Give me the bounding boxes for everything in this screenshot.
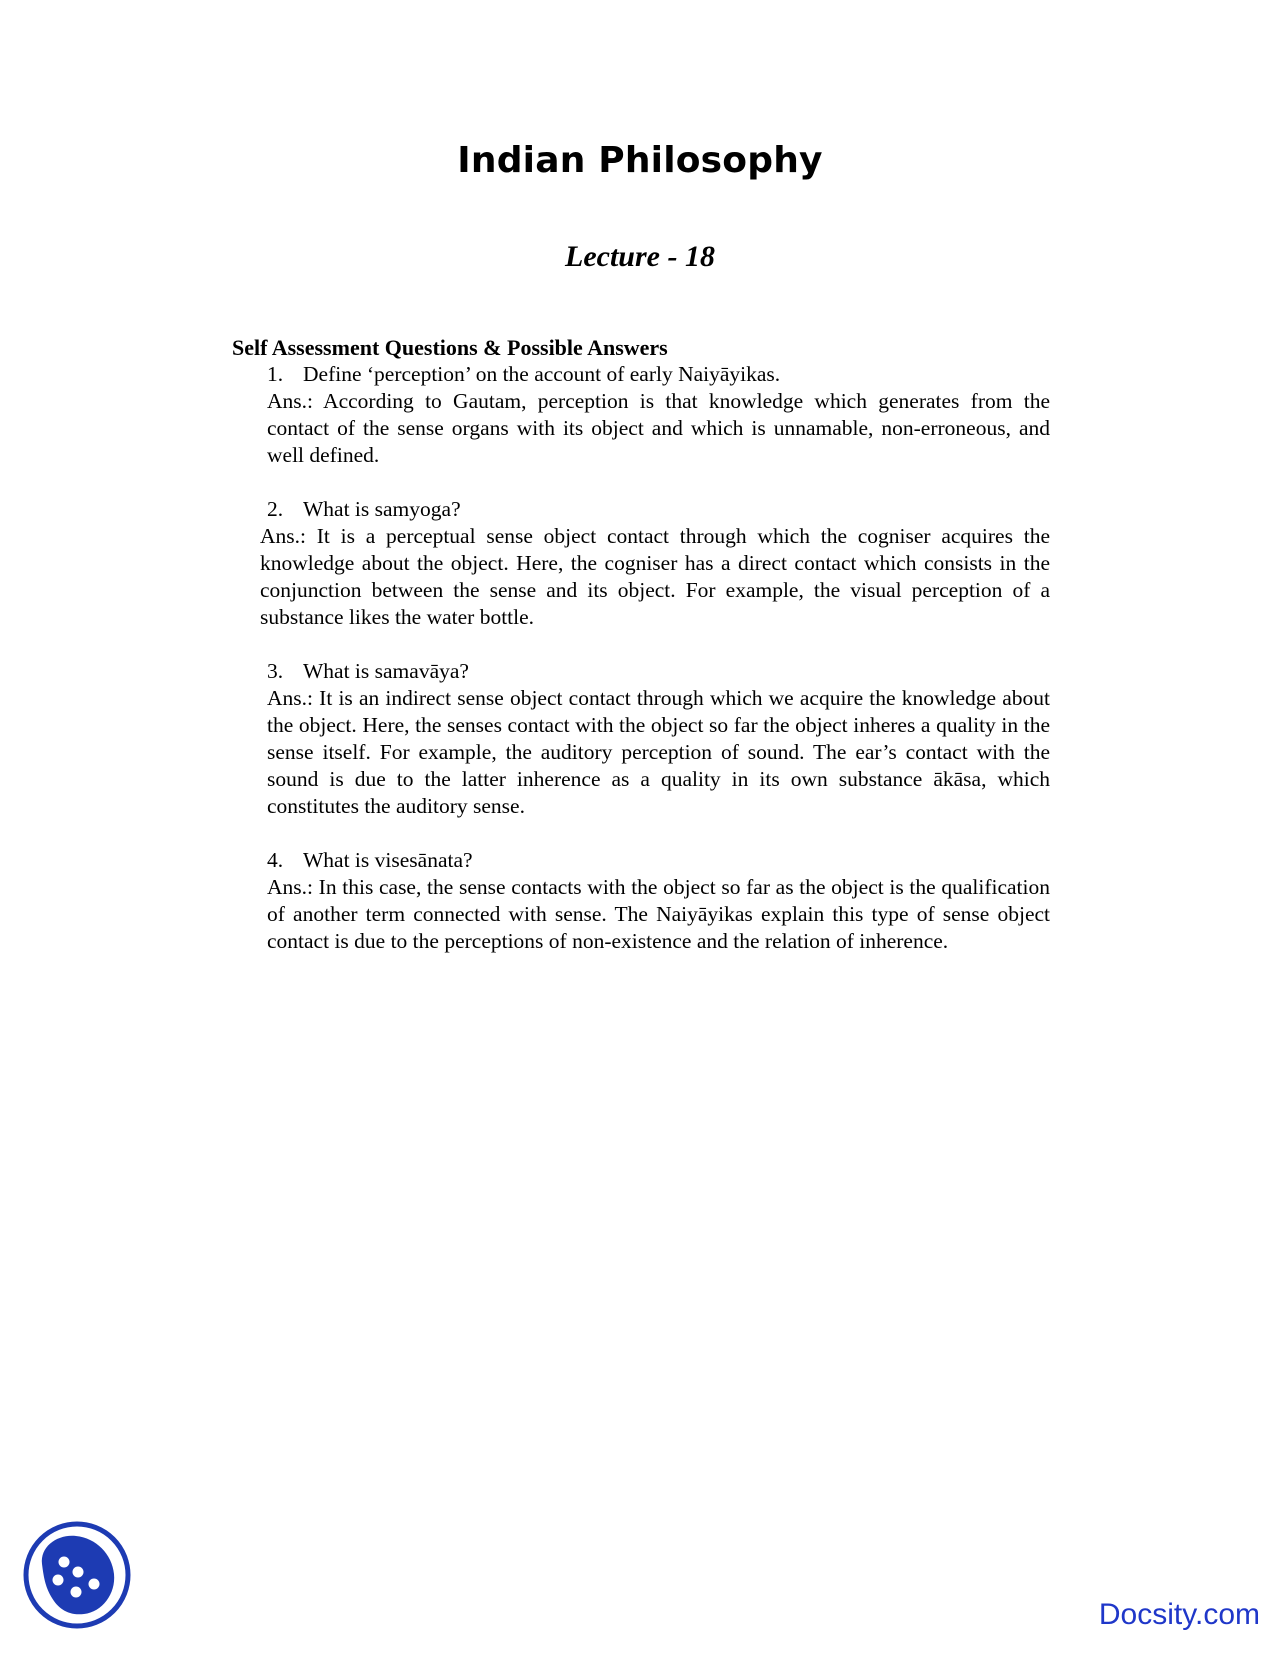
question-text: What is visesānata? [303,848,473,872]
section-heading: Self Assessment Questions & Possible Answers [232,335,668,360]
question-text: Define ‘perception’ on the account of early Naiyāyikas. [303,362,781,386]
answer-text: Ans.: According to Gautam, perception is that knowledge which generates from the contact of the sense organs with its object and which is unnamable, non-erroneous, and well defined. [267,389,1050,467]
question-text: What is samyoga? [303,497,461,521]
question-text: What is samavāya? [303,659,469,683]
question [267,496,1050,523]
docsity-logo-icon [22,1520,132,1630]
question-number: 2. [267,497,284,521]
answer-text: Ans.: It is a perceptual sense object contact through which the cogniser acquires the knowledge about the object. Here, the cogniser has a direct contact which consists in the conjunction between the sense and its object. For example, the visual perception of a substance likes the water bottle. [260,524,1050,629]
answer-text: Ans.: In this case, the sense contacts with the object so far as the object is the qualification of another term connected with sense. The Naiyāyikas explain this type of sense object contact is due to the perceptions of non-existence and the relation of inherence. [267,875,1050,953]
question-number: 3. [267,659,284,683]
qa-item-3 [232,658,1050,820]
question [267,847,1050,874]
answer-text: Ans.: It is an indirect sense object contact through which we acquire the knowledge about the object. Here, the senses contact with the object so far the object inheres a quality in the sense itself. For example, the auditory perception of sound. The ear’s contact with the sound is due to the latter inherence as a quality in its own substance ākāsa, which constitutes the auditory sense. [267,686,1050,818]
question-number: 1. [267,362,284,386]
qa-item-4 [232,847,1050,955]
document-body [232,334,1050,982]
lecture-title: Lecture - 18 [565,240,715,273]
qa-item-1 [232,361,1050,469]
page-title: Indian Philosophy [457,140,823,181]
qa-item-2 [232,496,1050,631]
question [267,361,1050,388]
question-number: 4. [267,848,284,872]
question [267,658,1050,685]
docsity-brand-link[interactable]: Docsity.com [1098,1598,1260,1631]
